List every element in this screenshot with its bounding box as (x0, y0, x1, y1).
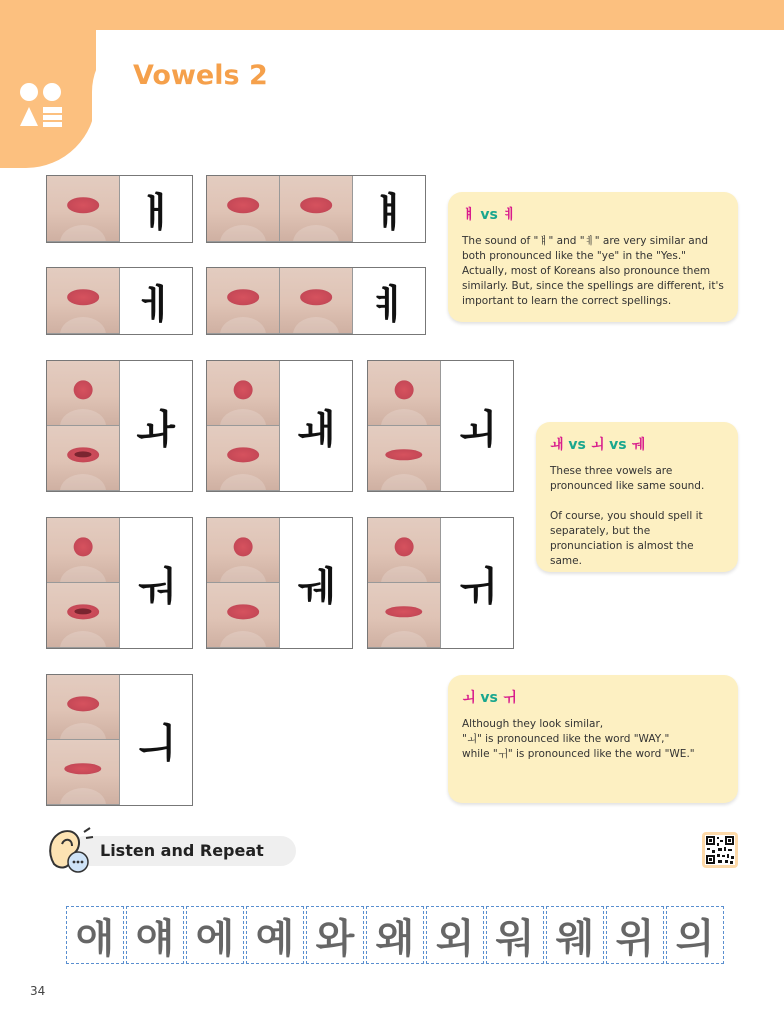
lips-icon (395, 380, 414, 399)
mouth-photo (207, 426, 280, 491)
lips-icon (67, 696, 99, 711)
shapes-logo-icon (18, 80, 64, 128)
syllable-box: 애 (66, 906, 124, 964)
note-heading-part: ㅚ (590, 437, 605, 453)
mouth-photo (47, 176, 120, 242)
qr-code-icon (705, 835, 735, 865)
note-ye-comparison (448, 192, 738, 322)
mouth-photos (47, 675, 120, 805)
note-heading-part: vs (604, 437, 632, 453)
listen-and-repeat-label: Listen and Repeat (100, 841, 264, 860)
mouth-photo (47, 426, 120, 491)
mouth-photos (207, 518, 280, 648)
mouth-photo (207, 583, 280, 648)
lips-icon (67, 289, 99, 305)
page-title: Vowels 2 (133, 60, 268, 91)
lips-icon (395, 537, 414, 556)
mouth-photo (207, 268, 280, 334)
page-number: 34 (30, 984, 46, 998)
syllable-box: 외 (426, 906, 484, 964)
lips-icon (67, 604, 99, 619)
vowel-card (206, 360, 353, 492)
lips-icon (74, 380, 93, 399)
mouth-photo (368, 518, 441, 583)
vowel-letter: ㅖ (353, 268, 425, 334)
vowel-letter: ㅚ (441, 361, 513, 491)
note-heading (462, 687, 724, 707)
note-we-comparison (536, 422, 738, 572)
syllable-box: 얘 (126, 906, 184, 964)
vowel-card (46, 517, 193, 649)
vowel-letter: ㅙ (280, 361, 352, 491)
note-heading-part: ㅒ (462, 207, 476, 223)
mouth-photo (47, 583, 120, 648)
vowel-card (46, 674, 193, 806)
vowel-letter: ㅘ (120, 361, 192, 491)
mouth-photos (368, 361, 441, 491)
lips-icon (67, 447, 99, 462)
mouth-photos (207, 176, 353, 242)
mouth-photo (280, 268, 353, 334)
mouth-photo (280, 176, 353, 242)
mouth-photo (207, 518, 280, 583)
note-body: Although they look similar, "ㅚ" is pronounced like the word "WAY," while "ㅟ" is pronounced like the word "WE." (462, 718, 695, 760)
vowel-letter: ㅐ (120, 176, 192, 242)
header-band (0, 0, 784, 30)
note-body: The sound of "ㅒ" and "ㅖ" are very similar and both pronounced like the "ye" in the "Yes." Actually, most of Koreans also pronounce them similarly. But, since the spellings are different, it's important to learn the correct spellings. (462, 235, 724, 307)
lips-icon (300, 289, 332, 305)
lips-icon (385, 449, 422, 461)
note-heading-part: ㅙ (550, 437, 564, 453)
lips-icon (227, 447, 259, 462)
note-heading-part: ㅞ (631, 437, 646, 453)
mouth-photo (47, 675, 120, 740)
lips-icon (227, 604, 259, 619)
mouth-photos (368, 518, 441, 648)
vowel-card (46, 360, 193, 492)
note-oe-wi-comparison (448, 675, 738, 803)
vowel-card (46, 267, 193, 335)
note-heading-part: ㅖ (502, 207, 517, 223)
note-heading (550, 434, 724, 454)
note-heading-part: vs (475, 690, 503, 706)
lips-icon (64, 763, 101, 775)
lips-icon (234, 537, 253, 556)
lips-icon (227, 197, 259, 213)
mouth-photos (207, 268, 353, 334)
mouth-photo (207, 176, 280, 242)
mouth-photos (47, 518, 120, 648)
vowel-card (367, 360, 514, 492)
syllable-box: 예 (246, 906, 304, 964)
vowel-letter: ㅔ (120, 268, 192, 334)
vowel-card (367, 517, 514, 649)
vowel-card (206, 517, 353, 649)
mouth-photos (47, 361, 120, 491)
note-body: These three vowels are pronounced like same sound. Of course, you should spell it separately, but the pronunciation is almost the same. (550, 465, 705, 567)
lips-icon (74, 537, 93, 556)
syllable-box: 의 (666, 906, 724, 964)
mouth-photo (368, 426, 441, 491)
mouth-photo (47, 268, 120, 334)
syllable-box: 에 (186, 906, 244, 964)
vowel-card (46, 175, 193, 243)
note-heading-part: ㅟ (502, 690, 517, 706)
mouth-photo (47, 361, 120, 426)
ear-speech-icon (44, 824, 96, 876)
vowel-letter: ㅢ (120, 675, 192, 805)
syllable-box: 왜 (366, 906, 424, 964)
lips-icon (234, 380, 253, 399)
vowel-letter: ㅝ (120, 518, 192, 648)
lips-icon (67, 197, 99, 213)
note-heading-part: ㅚ (462, 690, 476, 706)
mouth-photo (207, 361, 280, 426)
note-heading (462, 204, 724, 224)
mouth-photos (47, 268, 120, 334)
syllable-box: 워 (486, 906, 544, 964)
syllable-box: 위 (606, 906, 664, 964)
vowel-letter: ㅟ (441, 518, 513, 648)
mouth-photo (368, 361, 441, 426)
mouth-photos (207, 361, 280, 491)
mouth-photo (368, 583, 441, 648)
mouth-photos (47, 176, 120, 242)
note-heading-part: vs (475, 207, 503, 223)
lips-icon (227, 289, 259, 305)
syllable-box: 웨 (546, 906, 604, 964)
vowel-card (206, 267, 426, 335)
syllable-row (66, 906, 726, 964)
note-heading-part: vs (563, 437, 591, 453)
mouth-photo (47, 518, 120, 583)
vowel-card (206, 175, 426, 243)
lips-icon (385, 606, 422, 618)
vowel-letter: ㅞ (280, 518, 352, 648)
lips-icon (300, 197, 332, 213)
vowel-letter: ㅒ (353, 176, 425, 242)
mouth-photo (47, 740, 120, 805)
qr-code[interactable] (702, 832, 738, 868)
syllable-box: 와 (306, 906, 364, 964)
